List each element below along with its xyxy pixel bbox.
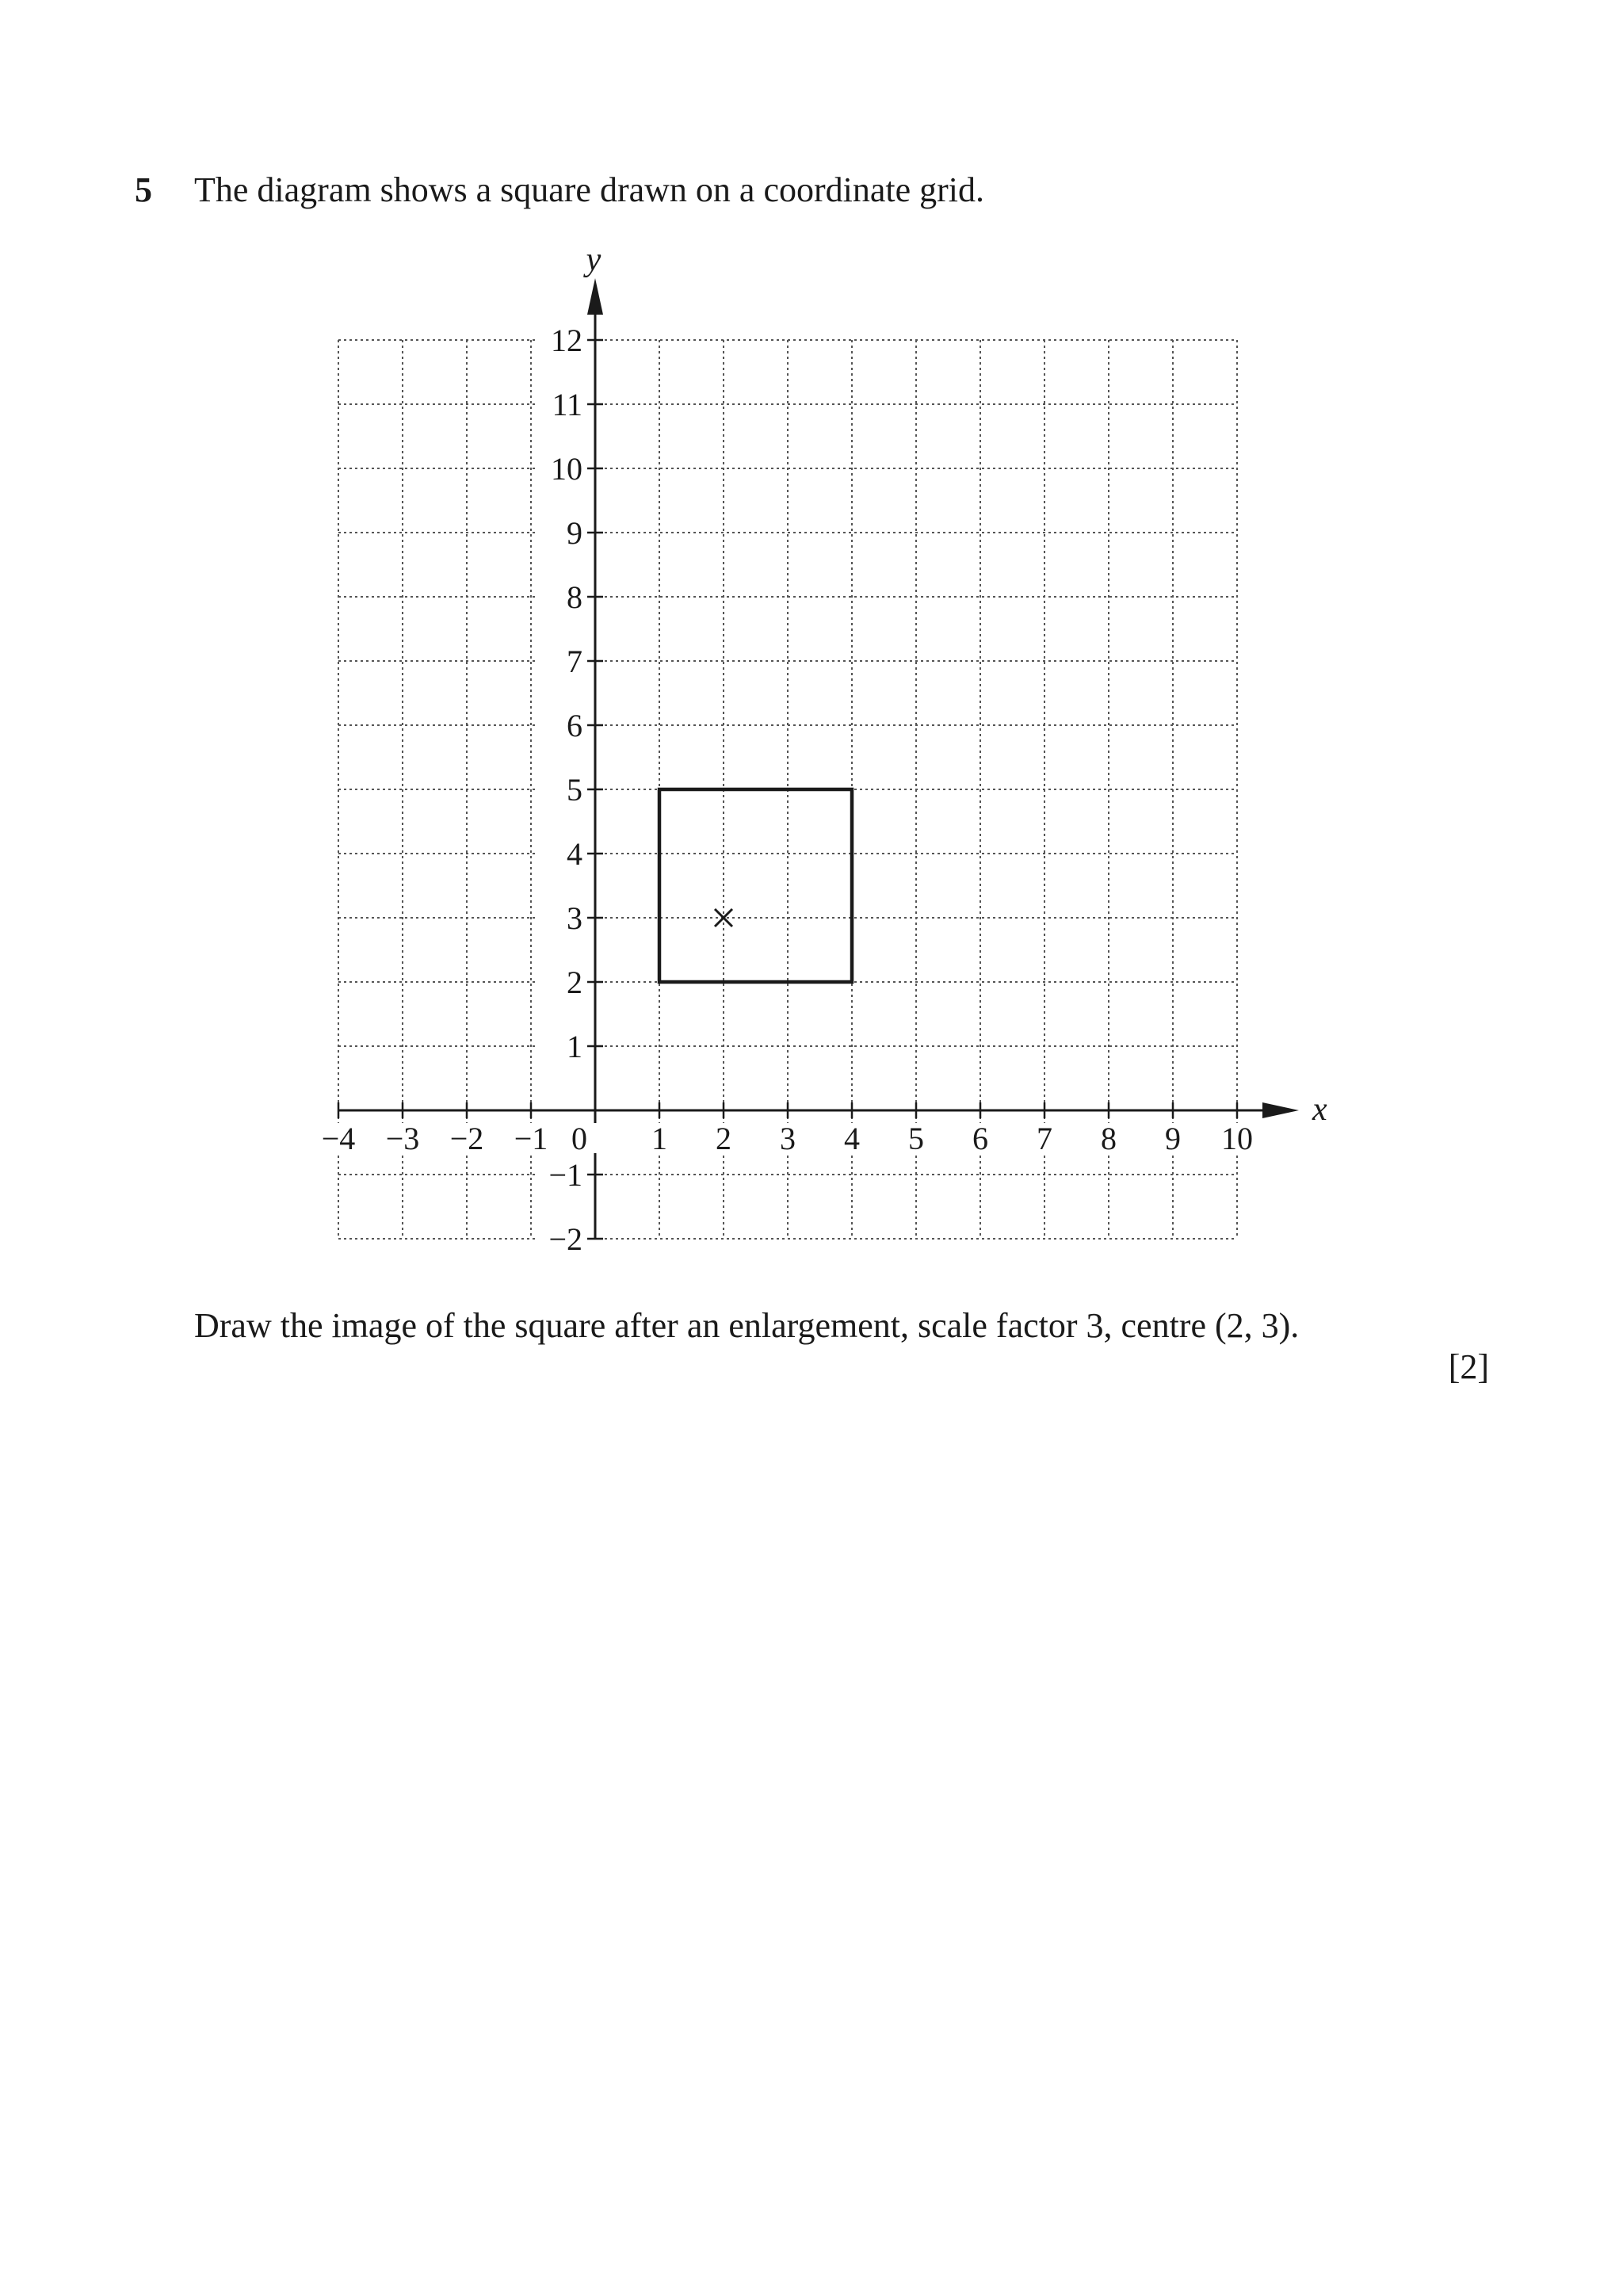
y-tick-label: 2	[567, 965, 582, 1000]
y-tick-label: 6	[567, 708, 582, 743]
x-tick-label: 3	[780, 1121, 796, 1156]
x-tick-label: −1	[514, 1121, 548, 1156]
x-tick-label: 10	[1221, 1121, 1253, 1156]
x-axis-label: x	[1312, 1091, 1327, 1128]
x-tick-label: 4	[844, 1121, 860, 1156]
y-tick-label: −1	[548, 1157, 582, 1193]
question-text: The diagram shows a square drawn on a coordinate grid.	[194, 170, 985, 209]
x-tick-label: 1	[651, 1121, 667, 1156]
y-tick-label: 1	[567, 1029, 582, 1064]
y-tick-label: 12	[551, 323, 582, 358]
marks-label: [2]	[1448, 1347, 1489, 1386]
x-axis-arrow-icon	[1262, 1102, 1299, 1118]
x-tick-label: −2	[449, 1121, 484, 1156]
x-tick-label: 7	[1037, 1121, 1052, 1156]
tick-labels	[318, 242, 1327, 1257]
y-axis-arrow-icon	[587, 278, 603, 315]
y-tick-label: 8	[567, 579, 582, 615]
x-tick-label: 9	[1165, 1121, 1181, 1156]
y-tick-label: 3	[567, 900, 582, 936]
y-tick-label: 9	[567, 515, 582, 551]
y-tick-label: 7	[567, 644, 582, 679]
y-tick-label: 10	[551, 451, 582, 487]
x-tick-label: 8	[1101, 1121, 1117, 1156]
shapes	[659, 789, 852, 982]
x-tick-label: −3	[385, 1121, 420, 1156]
x-tick-label: −4	[321, 1121, 356, 1156]
y-axis-label: y	[586, 242, 601, 278]
axes	[338, 278, 1299, 1239]
square-shape	[659, 789, 852, 982]
y-tick-label: −2	[548, 1221, 582, 1257]
y-tick-label: 4	[567, 836, 582, 872]
x-tick-label: 2	[716, 1121, 731, 1156]
y-tick-label: 5	[567, 772, 582, 808]
x-tick-label: 5	[908, 1121, 924, 1156]
question-instruction: Draw the image of the square after an enlargement, scale factor 3, centre (2, 3).	[194, 1306, 1300, 1345]
x-tick-label: 0	[571, 1121, 587, 1156]
y-tick-label: 11	[552, 387, 582, 422]
question-number: 5	[135, 170, 152, 209]
x-tick-label: 6	[972, 1121, 988, 1156]
